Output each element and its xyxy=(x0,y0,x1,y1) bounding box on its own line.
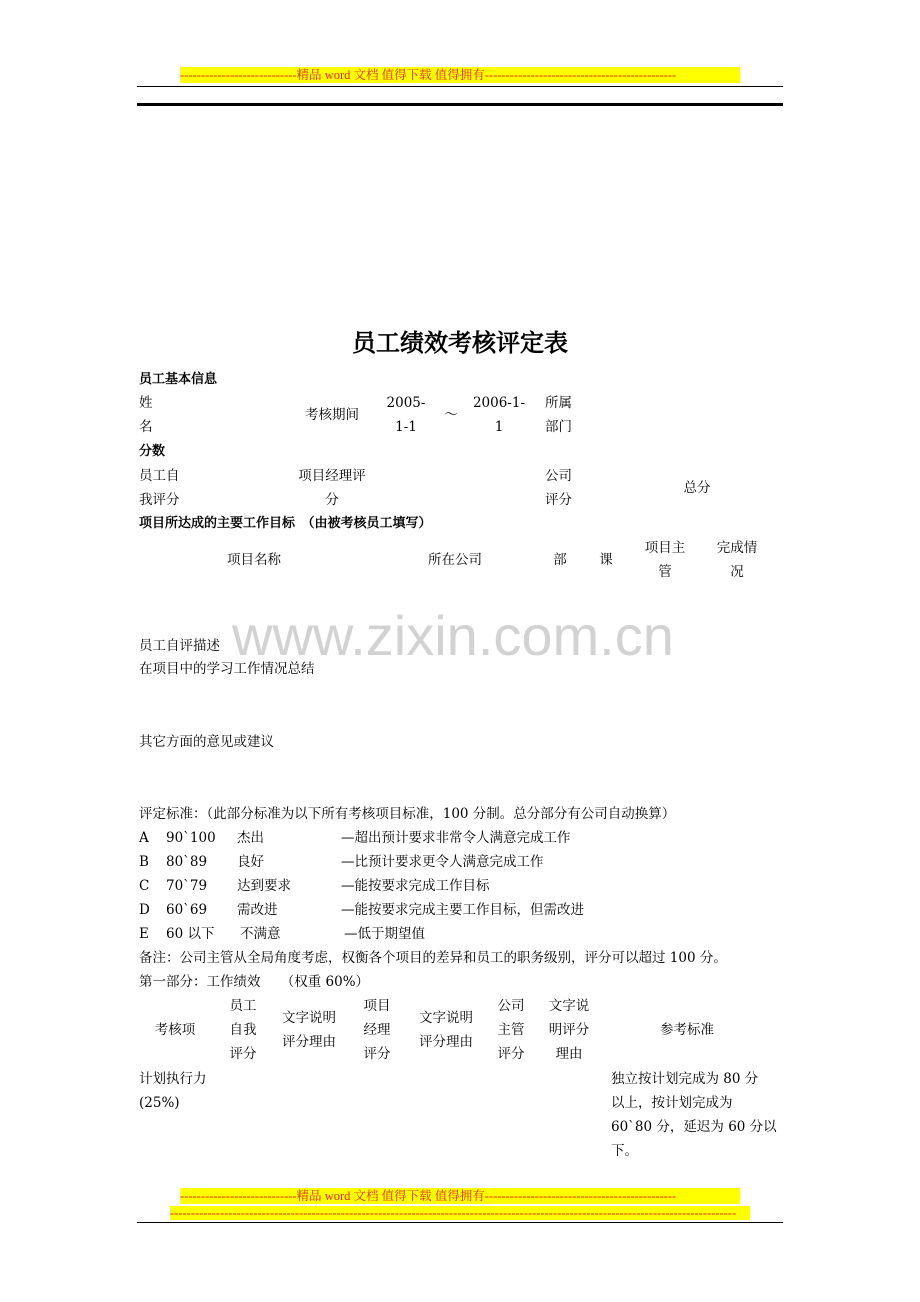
header-banner: ----------------------------精品 word 文档 值得下载 值得拥有---------------------------------------------- xyxy=(180,67,740,83)
period-start: 2005- 1-1 xyxy=(386,395,426,435)
grade-row-d xyxy=(139,898,739,922)
footer-dashes: ---------------------------------------------------------------------------------------------------------------------------------------- xyxy=(170,1206,750,1220)
grade-label: 良好 xyxy=(237,854,264,870)
grade-range: 60`69 xyxy=(166,902,208,918)
grade-row-b xyxy=(139,850,739,874)
part1-column-self-reason: 文字说明 评分理由 xyxy=(282,1010,336,1050)
section-heading-basic-info: 员工基本信息 xyxy=(139,372,218,387)
grade-row-c xyxy=(139,874,739,898)
self-review-label: 员工自评描述 xyxy=(139,638,220,654)
grade-description: —能按要求完成主要工作目标，但需改进 xyxy=(341,902,584,918)
part1-column-pm-score: 项目 经理 评分 xyxy=(363,998,391,1062)
grade-letter: E xyxy=(139,926,149,942)
footer-banner: ----------------------------精品 word 文档 值得下载 值得拥有---------------------------------------------- xyxy=(180,1188,740,1204)
section-heading-goals: 项目所达成的主要工作目标 （由被考核员工填写） xyxy=(139,516,432,531)
header-rule-thick xyxy=(137,103,783,106)
part1-column-supervisor-score: 公司 主管 评分 xyxy=(497,998,525,1062)
page-title: 员工绩效考核评定表 xyxy=(352,329,568,357)
period-end: 2006-1- 1 xyxy=(472,395,526,435)
goals-column-department: 部 xyxy=(553,552,567,568)
goals-column-project-manager: 项目主 管 xyxy=(644,540,686,580)
goals-column-project-name: 项目名称 xyxy=(227,552,281,568)
section-heading-scores: 分数 xyxy=(139,444,166,459)
part1-column-pm-reason: 文字说明 评分理由 xyxy=(419,1010,473,1050)
suggestions-label: 其它方面的意见或建议 xyxy=(139,734,274,750)
part1-row-item: 计划执行力 (25%) xyxy=(139,1071,207,1111)
period-separator: ～ xyxy=(444,407,458,423)
grade-description: —低于期望值 xyxy=(344,926,425,942)
footer-rule xyxy=(137,1222,783,1223)
pm-score-label: 项目经理评 分 xyxy=(298,468,366,508)
grade-range: 70`79 xyxy=(166,878,208,894)
grade-range: 90`100 xyxy=(166,830,216,846)
grade-row-e xyxy=(139,922,739,946)
grade-letter: B xyxy=(139,854,149,870)
part1-column-self-score: 员工 自我 评分 xyxy=(229,998,257,1062)
grade-label: 达到要求 xyxy=(237,878,291,894)
grade-label: 不满意 xyxy=(240,926,281,942)
company-score-label: 公司 评分 xyxy=(545,468,572,508)
criteria-note: 备注：公司主管从全局角度考虑，权衡各个项目的差异和员工的职务级别，评分可以超过 100 分。 xyxy=(139,950,727,966)
grade-letter: A xyxy=(139,830,149,846)
department-label: 所属 部门 xyxy=(545,395,572,435)
grade-letter: D xyxy=(139,902,150,918)
goals-column-completion: 完成情 况 xyxy=(716,540,758,580)
grade-label: 需改进 xyxy=(237,902,278,918)
grade-letter: C xyxy=(139,878,150,894)
grade-description: —超出预计要求非常令人满意完成工作 xyxy=(341,830,571,846)
part1-column-item: 考核项 xyxy=(154,1022,196,1038)
self-score-label: 员工自 我评分 xyxy=(139,468,180,508)
goals-column-section: 课 xyxy=(599,552,613,568)
total-score-label: 总分 xyxy=(683,480,711,496)
learning-summary-label: 在项目中的学习工作情况总结 xyxy=(139,661,315,677)
name-label: 姓 名 xyxy=(139,395,153,435)
part1-row-standard: 独立按计划完成为 80 分 以上，按计划完成为 60`80 分，延迟为 60 分以 下。 xyxy=(611,1071,777,1159)
grade-range: 80`89 xyxy=(166,854,208,870)
period-label: 考核期间 xyxy=(305,407,359,423)
part1-heading: 第一部分：工作绩效 （权重 60%） xyxy=(139,974,370,990)
grade-row-a xyxy=(139,826,739,850)
grade-description: —比预计要求更令人满意完成工作 xyxy=(341,854,544,870)
grade-label: 杰出 xyxy=(237,830,264,846)
grade-list xyxy=(139,826,739,946)
criteria-intro: 评定标准：（此部分标准为以下所有考核项目标准，100 分制。总分部分有公司自动换算） xyxy=(139,806,676,822)
header-rule-thin xyxy=(137,86,783,87)
goals-column-company: 所在公司 xyxy=(428,552,482,568)
grade-range: 60 以下 xyxy=(166,926,215,942)
grade-description: —能按要求完成工作目标 xyxy=(341,878,490,894)
part1-column-supervisor-reason: 文字说 明评分 理由 xyxy=(548,998,590,1062)
part1-column-reference: 参考标准 xyxy=(660,1022,714,1038)
watermark: www.zixin.com.cn xyxy=(232,604,674,667)
